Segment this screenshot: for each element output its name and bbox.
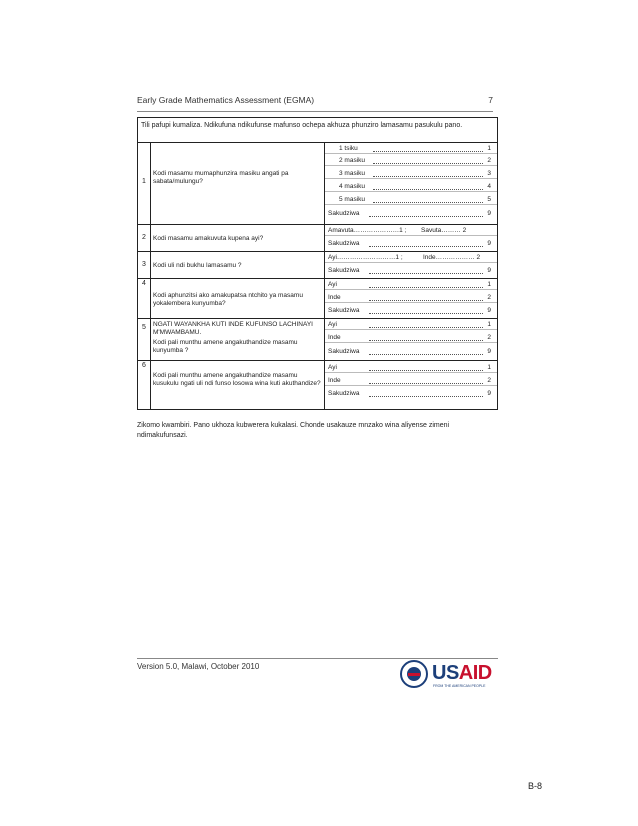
question-row-5 [138, 318, 497, 360]
usaid-logo [400, 660, 498, 690]
answer-option[interactable]: 1 tsiku 1 [325, 144, 497, 154]
questionnaire-table [137, 117, 498, 410]
question-text: Kodi pali munthu amene angakuthandize masamu kunyumba ? [153, 339, 298, 354]
answer-option[interactable]: Sakudziwa 9 [328, 267, 491, 274]
footer-divider [137, 658, 498, 659]
question-number: 5 [138, 319, 151, 360]
header-divider [137, 111, 493, 112]
answer-options [324, 279, 497, 318]
question-text: Kodi pali munthu amene angakuthandize masamu kusukulu ngati uli ndi funso losowa wina kuti akuthandize? [153, 372, 321, 387]
answer-option[interactable]: Sakudziwa 9 [328, 240, 491, 247]
answer-options [324, 225, 497, 251]
closing-note: Zikomo kwambiri. Pano ukhoza kubwerera kukalasi. Chonde usakauze mnzako wina aliyense zimeni ndimakufunsazi. [137, 422, 450, 439]
answer-option[interactable]: Ayi 1 [325, 280, 497, 290]
answer-options [324, 143, 497, 224]
usaid-seal-icon [400, 660, 428, 688]
answer-option-pair[interactable]: Ayi………………………1 ; Inde……………… 2 [325, 253, 497, 263]
answer-option[interactable]: 3 masiku 3 [325, 169, 497, 179]
question-text: Kodi masamu amakuvuta kupena ayi? [153, 235, 264, 242]
question-row-1 [138, 142, 497, 224]
answer-option[interactable]: Inde 2 [325, 333, 497, 343]
question-number: 6 [138, 361, 151, 409]
answer-option[interactable]: 2 masiku 2 [325, 156, 497, 166]
question-row-3 [138, 251, 497, 278]
question-row-4 [138, 278, 497, 318]
answer-option[interactable]: Ayi 1 [325, 363, 497, 373]
answer-option[interactable]: Sakudziwa 9 [328, 307, 491, 314]
answer-option-pair[interactable]: Amavuta…………………1 ; Savuta……… 2 [325, 226, 497, 236]
question-text: Kodi aphunzitsi ako amakupatsa ntchito ya masamu yokalembera kunyumba? [153, 292, 303, 307]
question-heading: NGATI WAYANKHA KUTI INDE KUFUNSO LACHINAYI M'MWAMBAMU. [153, 321, 313, 336]
question-text: Kodi uli ndi bukhu lamasamu ? [153, 262, 242, 269]
question-text: Kodi masamu mumaphunzira masiku angati pa sabata/mulungu? [153, 170, 289, 185]
question-row-2 [138, 224, 497, 251]
question-number: 2 [138, 225, 151, 251]
page-number: 7 [488, 95, 493, 105]
answer-option[interactable]: Inde 2 [325, 376, 497, 386]
intro-text: Tili pafupi kumaliza. Ndikufuna ndikufunse mafunso ochepa akhuza phunziro lamasamu pasukulu pano. [141, 122, 463, 129]
page-header [137, 95, 493, 109]
document-title: Early Grade Mathematics Assessment (EGMA) [137, 95, 315, 105]
answer-options [324, 319, 497, 360]
answer-options [324, 361, 497, 409]
answer-option[interactable]: Sakudziwa 9 [328, 390, 491, 397]
usaid-tagline: FROM THE AMERICAN PEOPLE [433, 684, 486, 688]
answer-options [324, 252, 497, 278]
version-footer: Version 5.0, Malawi, October 2010 [137, 662, 260, 671]
question-number: 1 [138, 143, 151, 224]
answer-option[interactable]: 5 masiku 5 [325, 195, 497, 205]
answer-option[interactable]: Ayi 1 [325, 320, 497, 330]
answer-option[interactable]: Sakudziwa 9 [328, 210, 491, 217]
page-code: B-8 [528, 781, 543, 791]
usaid-wordmark: USAID [432, 662, 492, 684]
answer-option[interactable]: 4 masiku 4 [325, 182, 497, 192]
question-number: 4 [138, 279, 151, 318]
question-row-6 [138, 360, 497, 409]
question-number: 3 [138, 252, 151, 278]
answer-option[interactable]: Inde 2 [325, 293, 497, 303]
answer-option[interactable]: Sakudziwa 9 [328, 348, 491, 355]
